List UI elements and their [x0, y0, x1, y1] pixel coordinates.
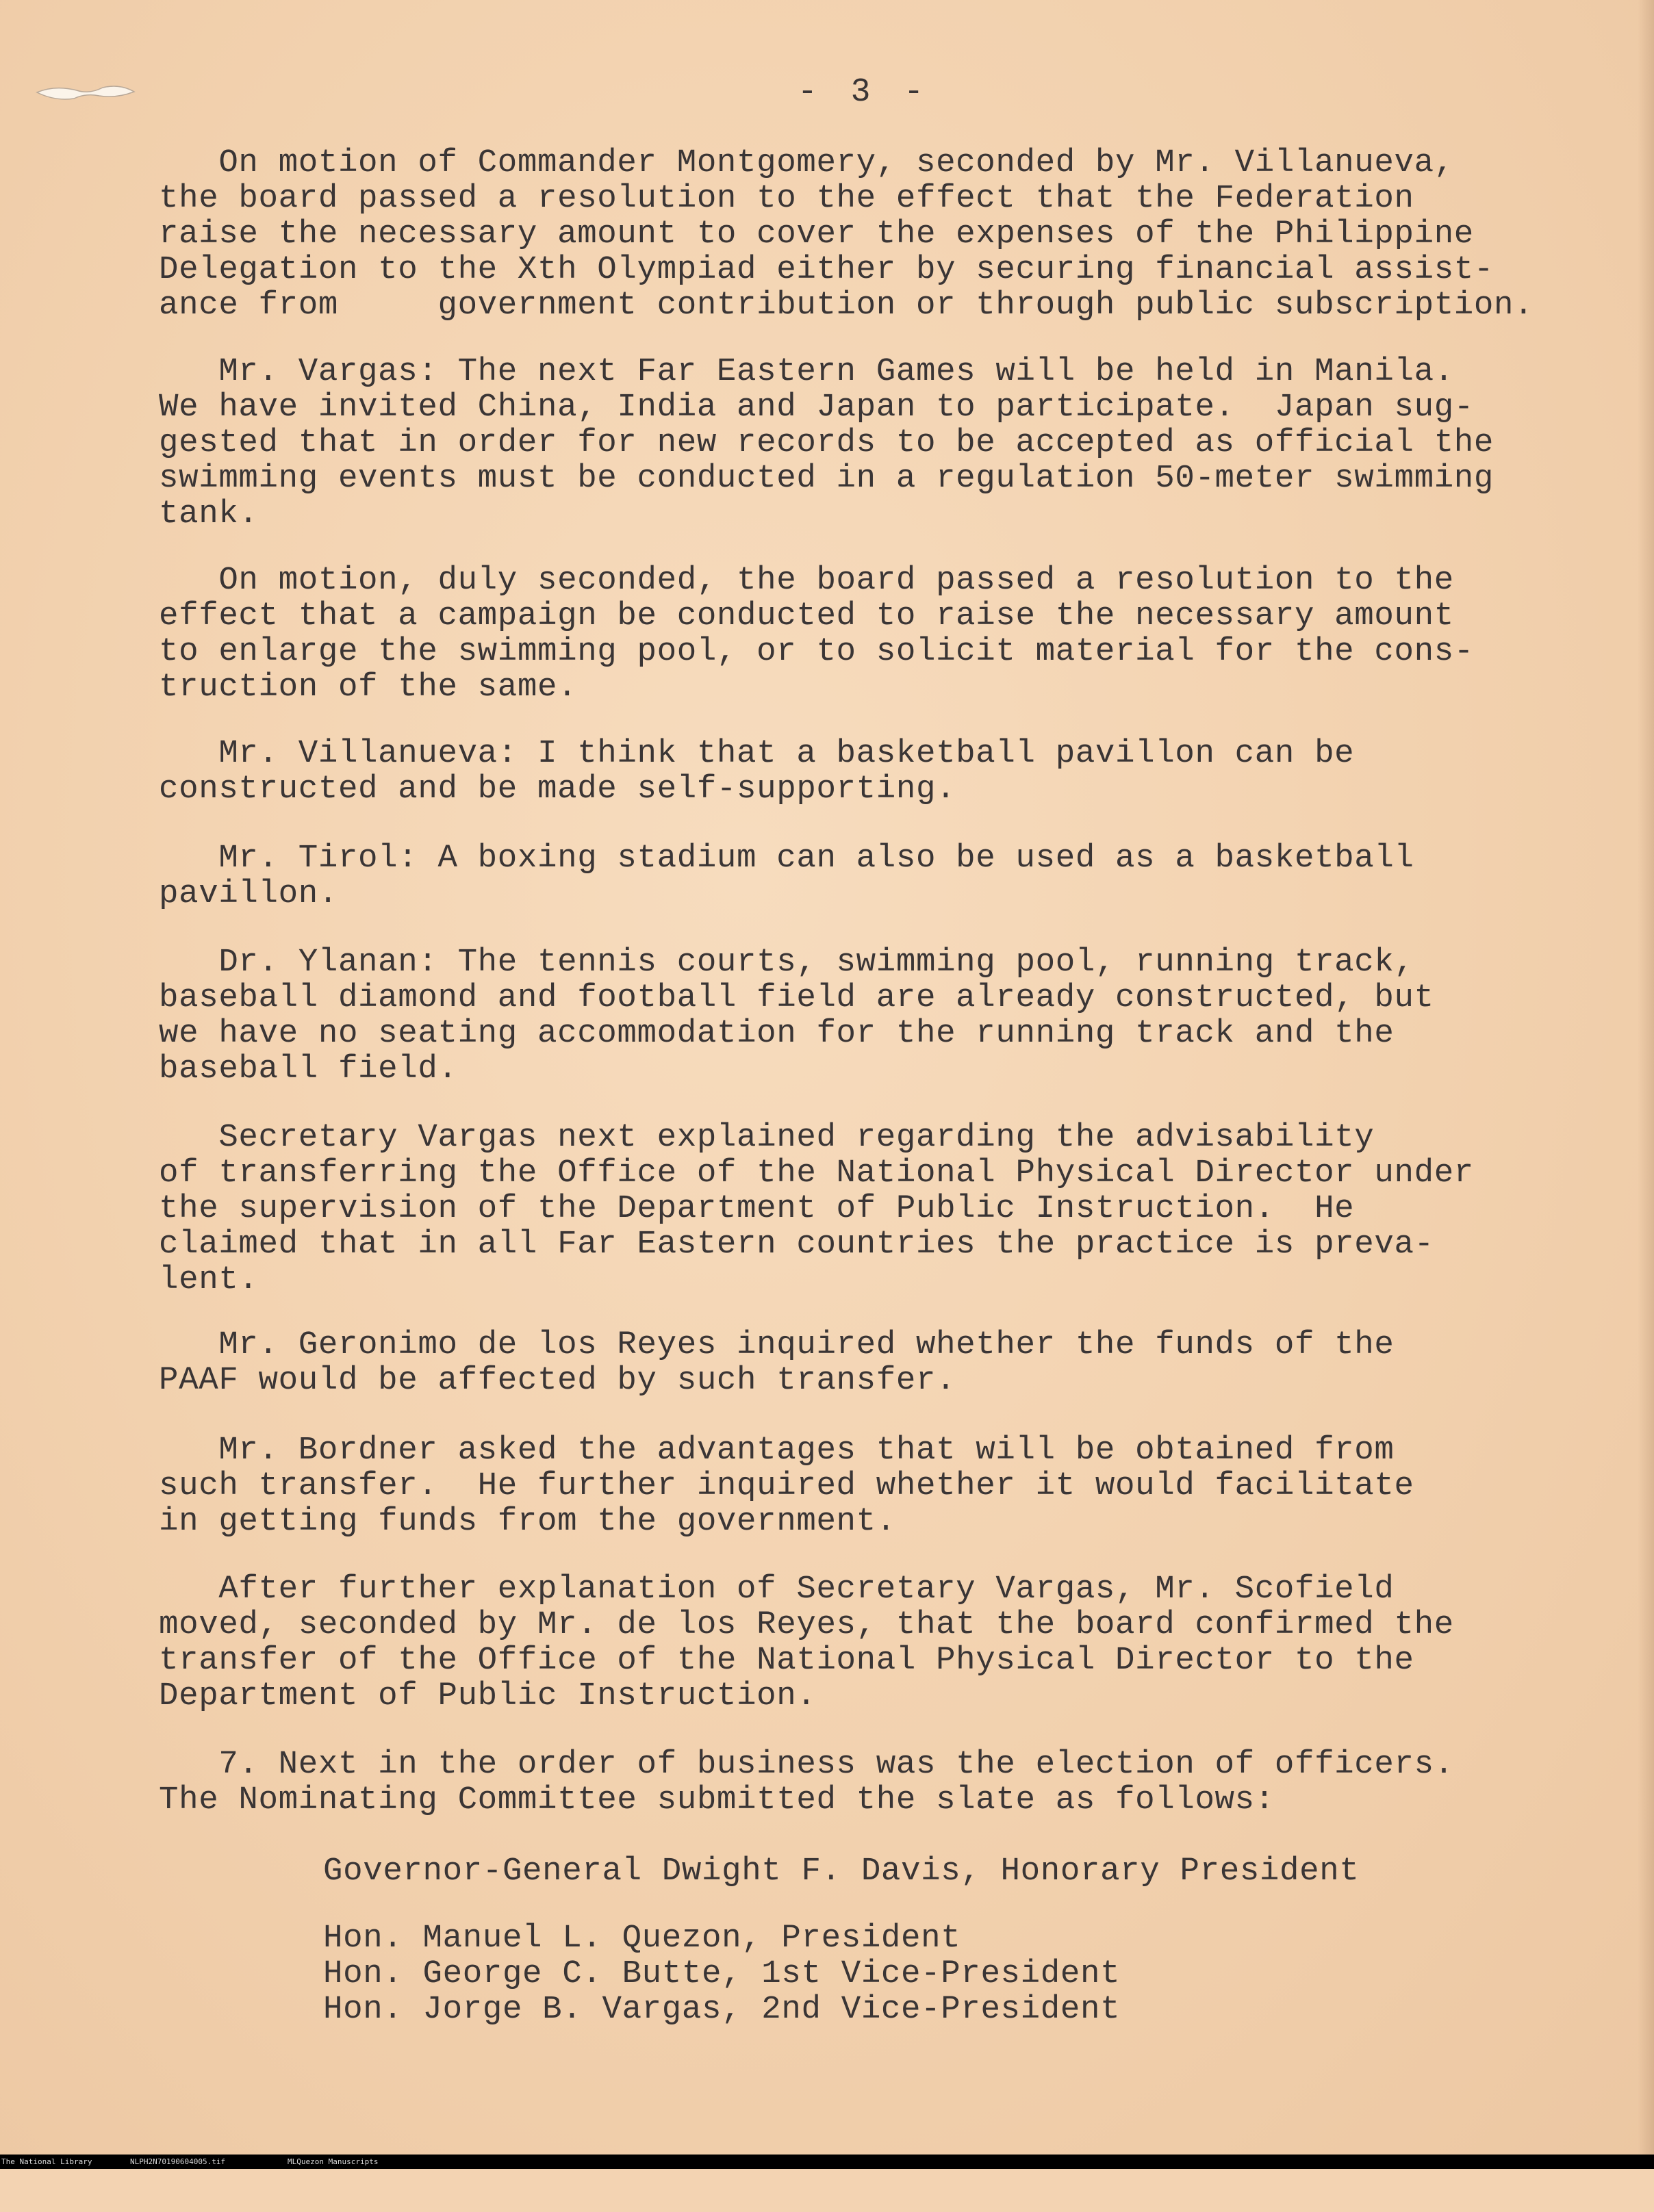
text-line: After further explanation of Secretary Vargas, Mr. Scofield — [159, 1571, 1395, 1608]
text-line: transfer of the Office of the National Physical Director to the — [159, 1642, 1414, 1679]
text-line: Mr. Geronimo de los Reyes inquired whether the funds of the — [159, 1326, 1395, 1363]
text-line: baseball diamond and football field are already constructed, but — [159, 979, 1434, 1016]
slate-entry: Hon. Manuel L. Quezon, President — [323, 1920, 961, 1957]
text-line: the supervision of the Department of Public Instruction. He — [159, 1190, 1355, 1227]
text-line: Mr. Bordner asked the advantages that will be obtained from — [159, 1432, 1395, 1469]
text-line: moved, seconded by Mr. de los Reyes, that the board confirmed the — [159, 1606, 1454, 1643]
page-number: - 3 - — [798, 74, 931, 111]
text-line: Mr. Villanueva: I think that a basketball pavillon can be — [159, 735, 1355, 772]
text-line: pavillon. — [159, 875, 338, 912]
footer-filename: NLPH2N70190604005.tif — [130, 2157, 226, 2166]
footer-library: The National Library — [1, 2157, 92, 2166]
text-line: claimed that in all Far Eastern countries the practice is preva- — [159, 1226, 1434, 1263]
text-line: in getting funds from the government. — [159, 1503, 896, 1540]
text-line: Mr. Vargas: The next Far Eastern Games will be held in Manila. — [159, 353, 1454, 390]
text-line: the board passed a resolution to the effect that the Federation — [159, 180, 1414, 217]
paper-edge-shadow — [1638, 0, 1654, 2155]
text-line: to enlarge the swimming pool, or to solicit material for the cons- — [159, 633, 1474, 670]
text-line: gested that in order for new records to be accepted as official the — [159, 424, 1494, 461]
punch-hole-mark — [34, 82, 137, 103]
text-line: such transfer. He further inquired whether it would facilitate — [159, 1467, 1414, 1504]
archive-footer-bar — [0, 2155, 1654, 2169]
text-line: truction of the same. — [159, 669, 578, 706]
text-line: raise the necessary amount to cover the expenses of the Philippine — [159, 216, 1474, 253]
text-line: Department of Public Instruction. — [159, 1677, 817, 1714]
text-line: PAAF would be affected by such transfer. — [159, 1362, 956, 1399]
text-line: constructed and be made self-supporting. — [159, 771, 956, 808]
slate-entry: Hon. Jorge B. Vargas, 2nd Vice-President — [323, 1991, 1121, 2028]
text-line: Secretary Vargas next explained regarding the advisability — [159, 1119, 1375, 1156]
text-line: effect that a campaign be conducted to raise the necessary amount — [159, 597, 1454, 634]
text-line: we have no seating accommodation for the running track and the — [159, 1015, 1395, 1052]
footer-collection: MLQuezon Manuscripts — [288, 2157, 379, 2166]
text-line: Mr. Tirol: A boxing stadium can also be used as a basketball — [159, 840, 1414, 877]
text-line: We have invited China, India and Japan to participate. Japan sug- — [159, 389, 1474, 426]
text-line: On motion of Commander Montgomery, seconded by Mr. Villanueva, — [159, 144, 1454, 181]
text-line: of transferring the Office of the National Physical Director under — [159, 1155, 1474, 1192]
slate-entry: Governor-General Dwight F. Davis, Honorary President — [323, 1853, 1360, 1890]
text-line: Delegation to the Xth Olympiad either by securing financial assist- — [159, 251, 1494, 288]
text-line: 7. Next in the order of business was the election of officers. — [159, 1746, 1454, 1783]
text-line: swimming events must be conducted in a regulation 50-meter swimming — [159, 460, 1494, 497]
text-line: lent. — [159, 1261, 259, 1298]
text-line: The Nominating Committee submitted the slate as follows: — [159, 1782, 1275, 1818]
slate-entry: Hon. George C. Butte, 1st Vice-President — [323, 1955, 1121, 1992]
text-line: tank. — [159, 496, 259, 532]
text-line: Dr. Ylanan: The tennis courts, swimming pool, running track, — [159, 944, 1414, 981]
text-line: baseball field. — [159, 1051, 458, 1088]
text-line: On motion, duly seconded, the board passed a resolution to the — [159, 562, 1454, 599]
text-line: ance from government contribution or through public subscription. — [159, 287, 1534, 324]
